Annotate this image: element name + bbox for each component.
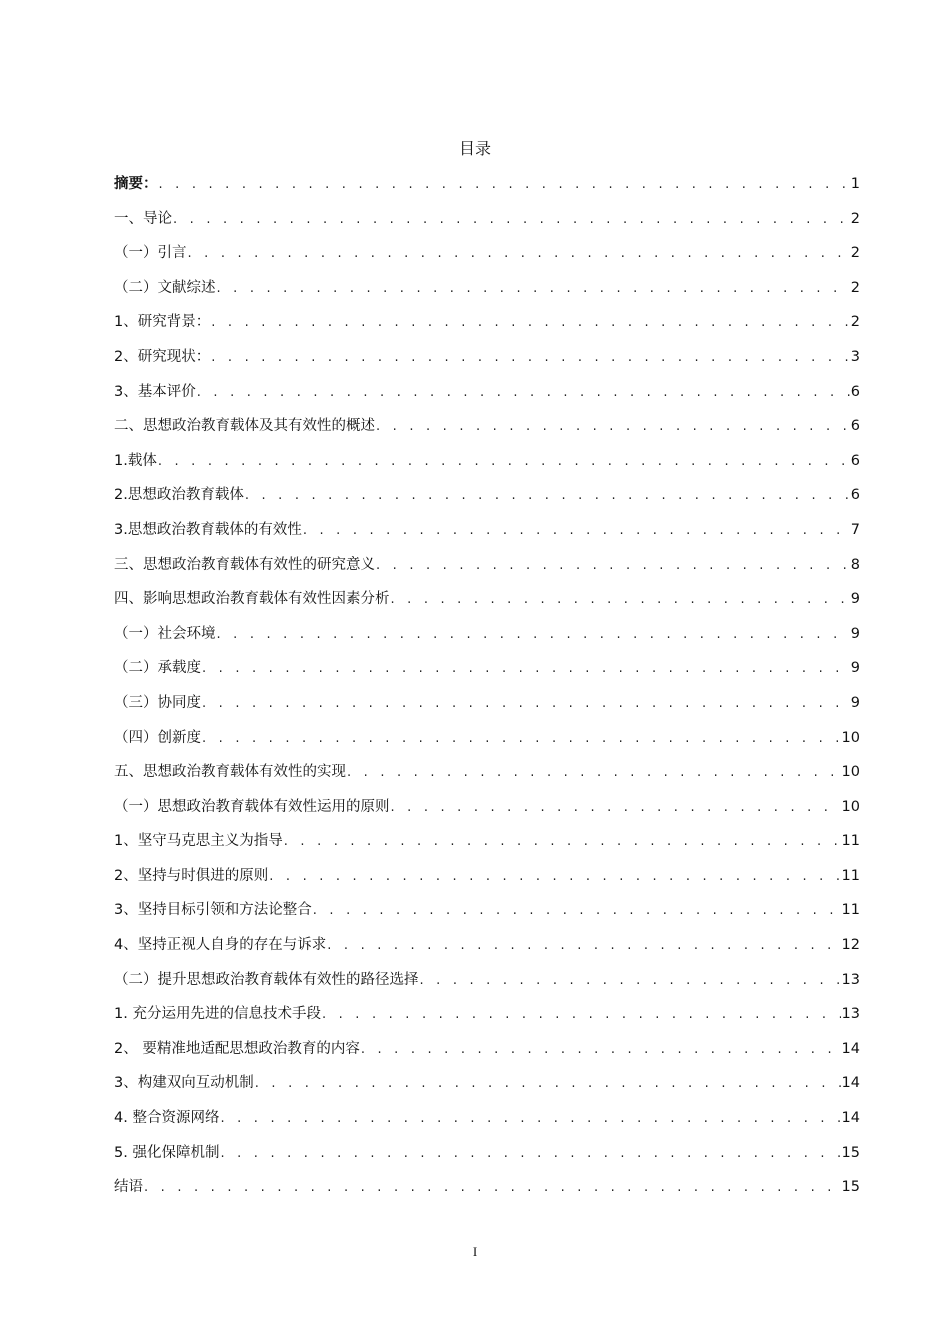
toc-entry-page-number: 15 [841,1144,860,1161]
toc-entry[interactable] [114,899,860,934]
toc-entry-page-number: 10 [841,764,860,781]
toc-entry-label: 2、 要精准地适配思想政治教育的内容 [114,1040,360,1057]
toc-entry-label: （一）思想政治教育载体有效性运用的原则 [114,798,390,815]
toc-entry-page-number: 13 [841,971,860,988]
toc-entry-page-number: 9 [850,591,860,608]
toc-dot-leader [361,1039,841,1061]
toc-entry[interactable] [114,554,860,589]
toc-entry[interactable] [114,865,860,900]
toc-entry-label: 3、构建双向互动机制 [114,1075,254,1092]
toc-dot-leader [303,520,850,542]
toc-entry-label: （二）提升思想政治教育载体有效性的路径选择 [114,971,419,988]
toc-entry-label: 摘要： [114,176,158,192]
toc-entry-page-number: 9 [850,694,860,711]
toc-entry-label: 5. 强化保障机制 [114,1144,220,1161]
toc-entry-label: 3.思想政治教育载体的有效性 [114,521,302,538]
toc-dot-leader [255,1073,841,1095]
toc-entry-label: 1. 充分运用先进的信息技术手段 [114,1006,321,1023]
toc-entry[interactable] [114,1142,860,1177]
toc-entry[interactable] [114,1003,860,1038]
toc-entry-label: 3、基本评价 [114,383,196,400]
toc-entry[interactable] [114,1038,860,1073]
toc-entry-label: 4、坚持正视人自身的存在与诉求 [114,937,327,954]
toc-dot-leader [202,728,841,750]
toc-dot-leader [245,485,850,507]
toc-entry[interactable] [114,311,860,346]
toc-entry-label: 1.载体 [114,452,157,469]
toc-dot-leader [202,658,850,680]
toc-dot-leader [284,831,841,853]
toc-dot-leader [159,174,850,196]
toc-entry-page-number: 13 [841,1006,860,1023]
toc-entry[interactable] [114,208,860,243]
toc-entry[interactable] [114,1176,860,1211]
toc-entry[interactable] [114,934,860,969]
toc-entry[interactable] [114,1107,860,1142]
toc-entry[interactable] [114,450,860,485]
toc-entry-label: 3、坚持目标引领和方法论整合 [114,902,312,919]
toc-entry-label: 四、影响思想政治教育载体有效性因素分析 [114,591,390,608]
toc-entry-page-number: 14 [841,1040,860,1057]
toc-dot-leader [217,624,850,646]
toc-entry-page-number: 7 [850,521,860,538]
toc-dot-leader [347,762,841,784]
toc-entry-label: 五、思想政治教育载体有效性的实现 [114,764,346,781]
toc-dot-leader [327,935,840,957]
toc-dot-leader [391,797,841,819]
toc-entry-page-number: 12 [841,937,860,954]
toc-entry-page-number: 6 [850,487,860,504]
toc-entry[interactable] [114,692,860,727]
toc-entry-page-number: 8 [850,556,860,573]
toc-dot-leader [197,382,850,404]
toc-entry-page-number: 11 [841,833,860,850]
toc-entry-page-number: 10 [841,729,860,746]
toc-entry-page-number: 1 [850,176,860,192]
toc-dot-leader [391,589,850,611]
toc-entry-label: 2.思想政治教育载体 [114,487,244,504]
toc-dot-leader [158,451,850,473]
toc-entry-page-number: 9 [850,625,860,642]
toc-entry-label: 一、导论 [114,210,172,227]
toc-dot-leader [269,866,840,888]
toc-dot-leader [220,1143,840,1165]
toc-entry[interactable] [114,761,860,796]
toc-entry[interactable] [114,277,860,312]
toc-entry-label: （三）协同度 [114,694,201,711]
toc-entry-page-number: 11 [841,867,860,884]
toc-entry-label: 结语 [114,1179,143,1196]
toc-entry-page-number: 10 [841,798,860,815]
toc-entry-page-number: 6 [850,418,860,435]
toc-entry-label: （二）文献综述 [114,279,216,296]
toc-dot-leader [202,693,850,715]
toc-entry-page-number: 2 [850,245,860,262]
toc-dot-leader [313,900,841,922]
toc-dot-leader [188,243,850,265]
toc-entry[interactable] [114,623,860,658]
toc-dot-leader [144,1177,841,1199]
toc-entry[interactable] [114,242,860,277]
toc-entry-label: 二、思想政治教育载体及其有效性的概述 [114,418,375,435]
toc-entry-page-number: 6 [850,452,860,469]
page-number-footer: I [472,1244,478,1259]
toc-entry-page-number: 14 [841,1075,860,1092]
page-title: 目录 [458,139,491,158]
toc-entry-page-number: 11 [841,902,860,919]
toc-entry[interactable] [114,1072,860,1107]
toc-entry[interactable] [114,796,860,831]
toc-entry-label: （四）创新度 [114,729,201,746]
toc-entry-label: 2、坚持与时俱进的原则 [114,867,269,884]
toc-entry-page-number: 2 [850,314,860,331]
toc-dot-leader [173,209,850,231]
toc-entry[interactable] [114,830,860,865]
toc-entry[interactable] [114,346,860,381]
toc-entry-label: 1、坚守马克思主义为指导 [114,833,283,850]
toc-dot-leader [220,1108,840,1130]
toc-entry-page-number: 3 [850,348,860,365]
toc-entry[interactable] [114,519,860,554]
toc-dot-leader [211,347,850,369]
toc-entry[interactable] [114,381,860,416]
toc-entry-label: （一）社会环境 [114,625,216,642]
toc-entry[interactable] [114,727,860,762]
toc-entry-page-number: 6 [850,383,860,400]
toc-entry-label: 三、思想政治教育载体有效性的研究意义 [114,556,375,573]
toc-dot-leader [420,970,841,992]
table-of-contents [114,173,860,1211]
toc-entry-label: 2、研究现状： [114,348,211,365]
toc-entry-label: 4. 整合资源网络 [114,1110,220,1127]
toc-entry[interactable] [114,484,860,519]
toc-entry-page-number: 2 [850,279,860,296]
toc-entry-label: （一）引言 [114,245,187,262]
toc-entry-page-number: 14 [841,1110,860,1127]
toc-entry-label: （二）承载度 [114,660,201,677]
toc-entry[interactable] [114,969,860,1004]
toc-entry-page-number: 15 [841,1179,860,1196]
toc-entry-label: 1、研究背景： [114,314,211,331]
toc-entry-page-number: 9 [850,660,860,677]
toc-entry[interactable] [114,415,860,450]
toc-dot-leader [211,312,850,334]
toc-entry[interactable] [114,588,860,623]
toc-dot-leader [217,278,850,300]
toc-dot-leader [376,416,850,438]
toc-entry-page-number: 2 [850,210,860,227]
toc-dot-leader [376,555,850,577]
toc-dot-leader [322,1004,841,1026]
toc-entry[interactable] [114,657,860,692]
toc-entry[interactable] [114,173,860,208]
